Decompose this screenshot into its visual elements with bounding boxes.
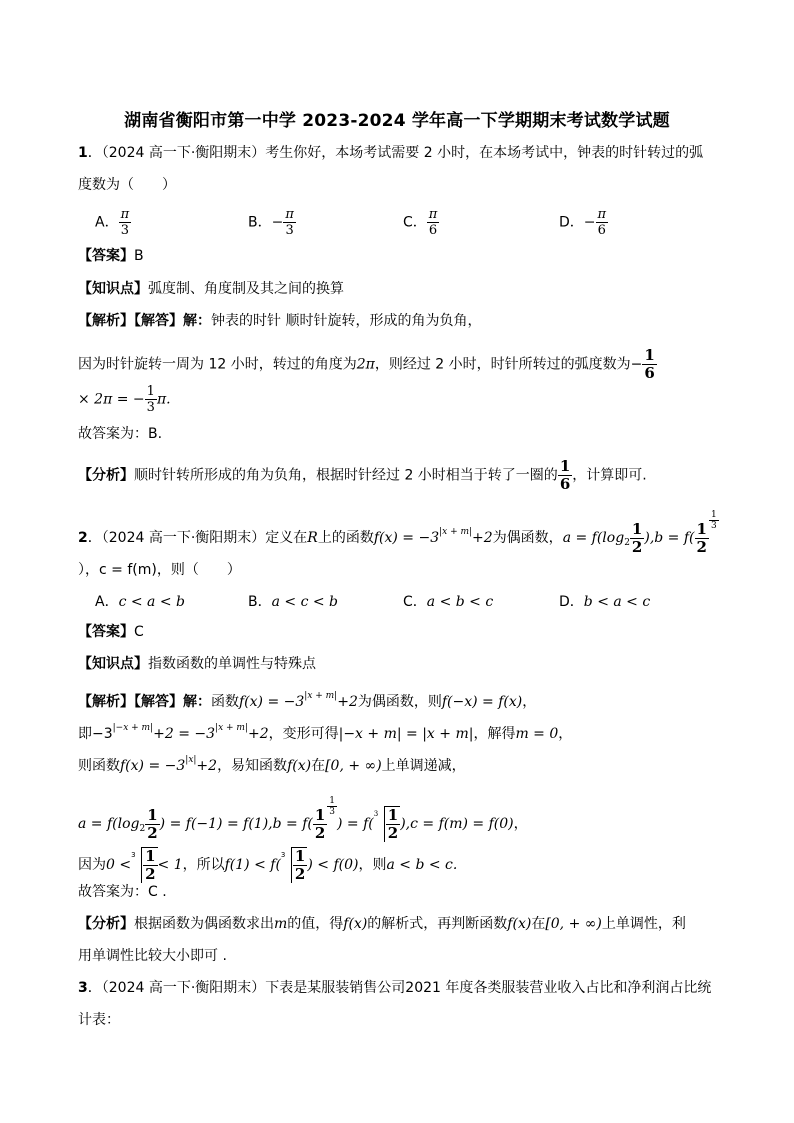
q1-option-b-label: B．	[248, 214, 272, 231]
q3-stem-line-1: 3．（2024 高一下·衡阳期末）下表是某服装销售公司2021 年度各类服装营业收入占比和净利润占比统	[78, 980, 712, 996]
q2-half-den: 2	[631, 537, 643, 556]
q2-func-exp: |x + m|	[439, 527, 473, 537]
q1-option-d-label: D．	[559, 214, 584, 231]
q2-option-b-expr: a < c < b	[271, 594, 339, 610]
q2-half2-den: 2	[696, 537, 707, 556]
q2-fenxi-tag: 【分析】	[78, 916, 134, 932]
q2-l5f: ) < f(0)	[307, 857, 359, 873]
q1-option-a-label: A．	[95, 214, 119, 231]
q2-l1f: ，	[522, 694, 537, 710]
q2-answer	[78, 622, 144, 642]
q1-analysis-3a: × 2π = −	[78, 391, 145, 408]
q1-fenxi-frac-num: 1	[559, 457, 571, 475]
q2-f1f: f(x)	[507, 916, 532, 932]
q2-l5b: 0 <	[106, 857, 132, 873]
q1-option-b[interactable]	[248, 207, 296, 238]
q2-stem-line-1: 2．（2024 高一下·衡阳期末）定义在R上的函数$f(x) = -3^{|x + m|}+2$为偶函数，$a = f(\log_2$ $\frac{1}{2}$ ),b = f( $\frac{1}{2}$ $\frac{1}{3}$	[78, 510, 717, 556]
q2-l4-exp-den: 3	[329, 807, 336, 817]
q2-l4-half2-den: 2	[314, 823, 326, 842]
q2-option-d[interactable]	[559, 592, 650, 612]
q1-kp-tag: 【知识点】	[78, 281, 148, 297]
q1-number: 1	[78, 145, 88, 161]
q2-option-a[interactable]	[95, 592, 185, 612]
q2-l3d: ，易知函数	[217, 758, 288, 774]
q2-conclusion: 故答案为：C .	[78, 884, 167, 900]
q1-fenxi-tag: 【分析】	[78, 467, 134, 484]
q1-analysis-frac-num: 1	[644, 346, 655, 364]
q2-half-num: 1	[631, 519, 643, 538]
q1-analysis-3-den: 3	[146, 400, 155, 415]
q1-option-b-fraction	[283, 207, 296, 238]
q2-a-def: a = f(log	[562, 530, 625, 546]
q1-option-b-num: π	[285, 207, 294, 222]
q2-l5h: a < b < c.	[386, 857, 458, 873]
q2-l4-half	[145, 807, 159, 842]
q1-stem-text-1: 考生你好，本场考试需要 2 小时，在本场考试中，钟表的时针转过的弧	[265, 145, 704, 161]
q2-l4-exponent	[327, 796, 337, 817]
q2-l5c: < 1	[157, 857, 183, 873]
q2-l5-root2-den: 2	[294, 865, 306, 883]
q2-l2e: |−x + m| = |x + m|	[338, 726, 474, 742]
q1-source: （2024 高一下·衡阳期末）	[101, 145, 266, 161]
q1-analysis-3-fraction	[145, 384, 157, 415]
q2-option-d-expr: b < a < c	[583, 594, 651, 610]
q2-source: （2024 高一下·衡阳期末）	[101, 530, 266, 546]
q2-analysis-line-1	[78, 686, 536, 712]
q2-l4-root-index: 3	[373, 810, 379, 818]
q1-analysis-3-num: 1	[146, 384, 155, 399]
q2-l5-cube-root	[131, 847, 157, 883]
q2-l3e: f(x)	[287, 758, 312, 774]
q2-b-exponent	[709, 510, 719, 531]
q2-f1i: 上单调性，利	[601, 916, 686, 932]
q2-l4-half-num: 1	[147, 805, 158, 824]
q2-l4-cube-root	[374, 806, 400, 842]
q1-fenxi-a: 顺时针转所形成的角为负角，根据时针经过 2 小时相当于转了一圈的	[134, 467, 558, 484]
q2-analysis-line-4	[78, 796, 528, 842]
q2-l4-half-2	[313, 807, 327, 842]
q1-analysis-line-3	[78, 384, 171, 415]
q2-l2g: m = 0	[515, 726, 559, 742]
q2-analysis-line-5	[78, 847, 457, 883]
q2-l5d: ，所以	[182, 857, 225, 873]
q2-l4c: ) = f(	[337, 816, 374, 832]
q2-kp-tag: 【知识点】	[78, 656, 148, 672]
q2-l4-root-half	[386, 807, 400, 842]
q2-l1-exp: |x + m|	[304, 691, 338, 701]
q1-option-c[interactable]	[403, 207, 439, 238]
q2-l2f: ，解得	[473, 726, 516, 742]
q2-f1a: 根据函数为偶函数求出	[134, 916, 274, 932]
q1-fenxi-b: ，计算即可.	[572, 467, 647, 484]
q2-half-fraction-2	[695, 521, 709, 556]
q3-stem-text-1: 下表是某服装销售公司2021 年度各类服装营业收入占比和净利润占比统	[265, 980, 712, 996]
q1-option-a-num: π	[120, 207, 130, 222]
q2-f1c: 的值，得	[287, 916, 344, 932]
q2-l2a: 即−3	[78, 726, 113, 742]
q1-option-a-fraction	[119, 207, 132, 238]
q2-option-a-label: A．	[95, 594, 119, 610]
q1-option-c-num: π	[428, 207, 438, 222]
q2-l5-root2-num: 1	[294, 847, 306, 865]
q2-l1a: 函数	[211, 694, 239, 710]
q2-l5-root2-half	[293, 848, 307, 883]
q2-l5g: ，则	[358, 857, 387, 873]
q1-fenxi-fraction	[558, 458, 572, 493]
q2-func: f(x) = −3	[373, 530, 440, 546]
q2-func-tail: +2	[472, 530, 493, 546]
q2-half-fraction	[630, 521, 644, 556]
q2-l3c: +2	[196, 758, 218, 774]
q2-l5-cube-root-2	[281, 847, 307, 883]
q2-l4-half2-num: 1	[314, 805, 326, 824]
q1-option-d-num: π	[597, 207, 607, 222]
q2-analysis-line-2	[78, 718, 572, 744]
q1-option-d-den: 6	[597, 223, 606, 238]
q2-l2-exp1: |−x + m|	[112, 723, 154, 733]
q2-option-c-expr: a < b < c	[426, 594, 494, 610]
q1-option-c-den: 6	[428, 223, 438, 238]
q2-l5a: 因为	[78, 857, 106, 873]
q2-number: 2	[78, 530, 88, 546]
q2-option-b[interactable]	[248, 592, 338, 612]
q1-analysis-line-2	[78, 347, 657, 382]
q1-option-d-sign: −	[583, 214, 596, 231]
q2-b-exp-num: 1	[710, 510, 717, 520]
q1-analysis-2c: ，则经过 2 小时，时针所转过的弧度数为−	[374, 356, 643, 373]
q1-option-a-den: 3	[120, 223, 129, 238]
q2-l3a: 则函数	[78, 758, 120, 774]
q2-stem-a: 定义在	[265, 530, 308, 546]
q2-fenxi-line-1	[78, 914, 686, 934]
q3-number: 3	[78, 980, 88, 996]
q1-option-a[interactable]	[95, 207, 131, 238]
q2-f1b: m	[274, 916, 288, 932]
q2-answer-tag: 【答案】	[78, 624, 134, 640]
q2-l5-root-half	[143, 848, 157, 883]
q2-l4-root-den: 2	[387, 824, 399, 842]
q1-analysis-line-1	[78, 311, 481, 331]
q2-stem-c: 为偶函数，	[492, 530, 563, 546]
q2-knowledge-point	[78, 654, 316, 674]
q2-answer-value: C	[134, 624, 144, 640]
q2-b-exp-den: 3	[710, 521, 717, 531]
q1-fenxi-frac-den: 6	[559, 475, 571, 493]
q2-f1h: [0, + ∞)	[545, 916, 602, 932]
q1-analysis-fraction	[642, 347, 656, 382]
q2-analysis-tag: 【解析】【解答】解：	[78, 694, 211, 710]
q3-source: （2024 高一下·衡阳期末）	[101, 980, 266, 996]
q1-fenxi	[78, 458, 647, 493]
q2-l3h: 上单调递减，	[381, 758, 466, 774]
q1-option-b-den: 3	[285, 223, 294, 238]
q2-option-c[interactable]	[403, 592, 493, 612]
q2-b-def: ),b = f(	[644, 530, 695, 546]
q2-l2-exp2: |x + m|	[215, 723, 248, 733]
q2-l4e: ，	[513, 816, 528, 832]
q1-answer-value: B	[134, 248, 144, 264]
q2-set-r: R	[307, 530, 318, 546]
q2-l3b: f(x) = −3	[120, 758, 186, 774]
q2-l4d: ),c = f(m) = f(0)	[400, 816, 514, 832]
q2-stem-line-2: ），c = f(m)，则（ ）	[78, 562, 241, 578]
q2-l5-root-index: 3	[131, 851, 136, 859]
q2-l4-exp-num: 1	[329, 796, 336, 806]
q2-l4b: ) = f(−1) = f(1),b = f(	[159, 816, 313, 832]
q1-analysis-frac-den: 6	[644, 364, 655, 382]
q2-half2-num: 1	[696, 519, 707, 538]
q2-l2b: +2 = −3	[153, 726, 216, 742]
q2-a-base: 2	[624, 538, 630, 548]
q2-stem-b: 上的函数	[317, 530, 374, 546]
q1-analysis-text-1: 钟表的时针 顺时针旋转，形成的角为负角，	[211, 313, 482, 329]
q1-knowledge-point	[78, 279, 344, 299]
q2-l4a: a = f(log	[78, 816, 140, 832]
q1-option-c-label: C．	[403, 214, 427, 231]
q1-option-d-fraction	[596, 207, 609, 238]
q2-option-d-label: D．	[559, 594, 584, 610]
q2-option-c-label: C．	[403, 594, 427, 610]
q2-l1d: 为偶函数，则	[357, 694, 442, 710]
q1-answer-tag: 【答案】	[78, 248, 134, 264]
q2-l2h: ，	[558, 726, 573, 742]
q3-stem-line-2: 计表：	[78, 1012, 120, 1028]
page-title: 湖南省衡阳市第一中学 2023-2024 学年高一下学期期末考试数学试题	[124, 111, 670, 131]
q2-l1b: f(x) = −3	[239, 694, 305, 710]
q2-l2d: ，变形可得	[268, 726, 339, 742]
q2-l4-base: 2	[139, 824, 146, 834]
q1-stem-line-1: 1．（2024 高一下·衡阳期末）考生你好，本场考试需要 2 小时，在本场考试中，钟表的时针转过的弧	[78, 145, 704, 161]
q2-l3f: 在	[311, 758, 326, 774]
q2-f1e: 的解析式，再判断函数	[367, 916, 508, 932]
q1-option-c-fraction	[427, 207, 440, 238]
q2-fenxi-line-2: 用单调性比较大小即可 .	[78, 948, 227, 964]
q1-analysis-2a: 因为时针旋转一周为 12 小时，转过的角度为	[78, 356, 357, 373]
q2-option-a-expr: c < a < b	[118, 594, 185, 610]
q2-l3-exp: |x|	[185, 755, 197, 765]
q1-answer	[78, 246, 144, 266]
q2-l4-root-num: 1	[387, 806, 399, 824]
q2-l1e: f(−x) = f(x)	[441, 694, 523, 710]
q2-l4-half-den: 2	[147, 823, 158, 842]
q1-option-d[interactable]	[559, 207, 608, 238]
q2-l5e: f(1) < f(	[224, 857, 281, 873]
q2-l3g: [0, + ∞)	[325, 758, 382, 774]
q1-stem-line-2: 度数为（ ）	[78, 177, 176, 193]
q1-analysis-tag: 【解析】【解答】解：	[78, 313, 211, 329]
q2-l5-root-num: 1	[145, 847, 156, 865]
q1-analysis-3b: π.	[156, 391, 171, 408]
q1-kp-text: 弧度制、角度制及其之间的换算	[148, 281, 344, 297]
q2-l5-root2-index: 3	[280, 851, 286, 859]
q2-l2c: +2	[247, 726, 269, 742]
q1-option-b-sign: −	[271, 214, 284, 231]
q2-l1c: +2	[337, 694, 358, 710]
q2-kp-text: 指数函数的单调性与特殊点	[148, 656, 316, 672]
q2-l5-root-den: 2	[145, 865, 156, 883]
q1-analysis-2b: 2π	[356, 356, 375, 373]
q2-option-b-label: B．	[248, 594, 272, 610]
q2-f1g: 在	[531, 916, 546, 932]
q2-f1d: f(x)	[343, 916, 368, 932]
q1-conclusion: 故答案为：B.	[78, 426, 163, 442]
q2-analysis-line-3	[78, 750, 466, 776]
